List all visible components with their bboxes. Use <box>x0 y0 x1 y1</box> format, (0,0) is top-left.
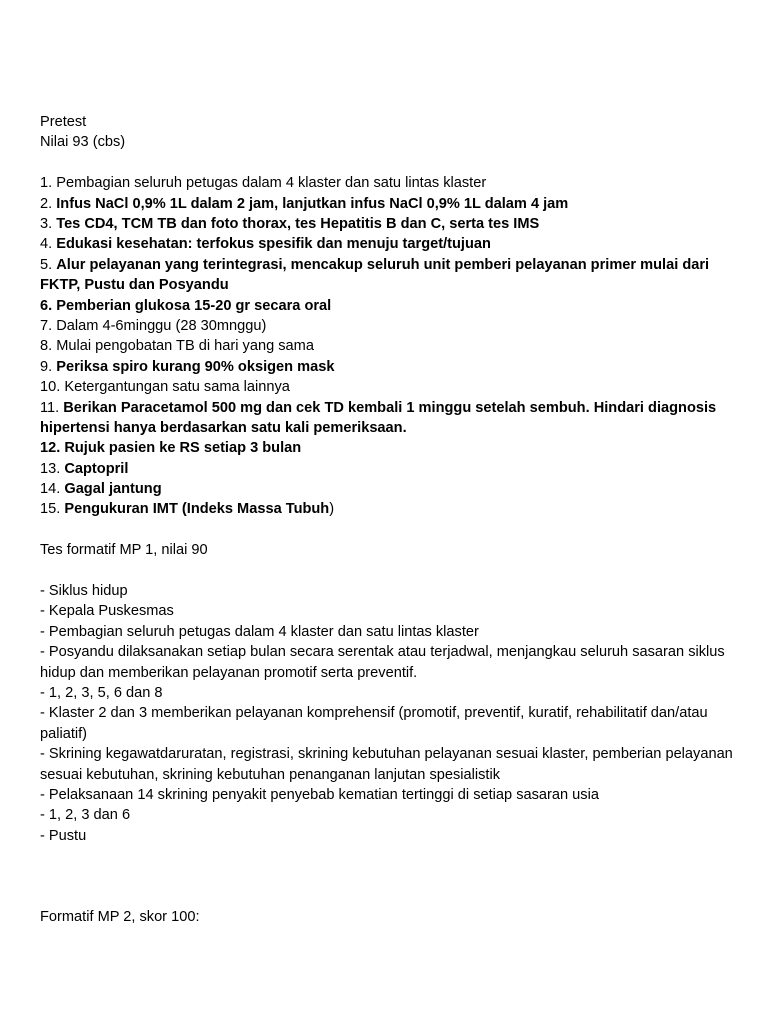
answer-number: 2. <box>40 195 57 212</box>
answer-number: 1. <box>40 175 57 192</box>
answer-number: 13. <box>40 460 65 477</box>
answer-text: Dalam 4-6minggu (28 30mnggu) <box>56 317 267 334</box>
answer-text: Tes CD4, TCM TB dan foto thorax, tes Hepatitis B dan C, serta tes IMS <box>56 215 540 232</box>
answer-number: 12. <box>40 440 65 457</box>
spacer <box>40 520 740 540</box>
mp1-answer-list <box>40 581 740 846</box>
answer-text: Ketergantungan satu sama lainnya <box>64 379 290 396</box>
answer-number: 3. <box>40 215 57 232</box>
answer-text: Pengukuran IMT (Indeks Massa Tubuh <box>64 501 330 518</box>
section-heading-mp2: Formatif MP 2, skor 100: <box>40 909 200 926</box>
answer-text: Periksa spiro kurang 90% oksigen mask <box>56 358 335 375</box>
answer-text: Gagal jantung <box>64 481 162 498</box>
answer-text: Edukasi kesehatan: terfokus spesifik dan menuju target/tujuan <box>56 236 491 253</box>
answer-item <box>40 499 740 519</box>
answer-text: Captopril <box>64 460 129 477</box>
answer-text: Mulai pengobatan TB di hari yang sama <box>56 338 314 355</box>
answer-item <box>40 336 740 356</box>
pretest-answer-list <box>40 173 740 520</box>
answer-text: Alur pelayanan yang terintegrasi, mencakup seluruh unit pemberi pelayanan primer mulai dari FKTP, Pustu dan Posyandu <box>40 256 710 294</box>
answer-item <box>40 459 740 479</box>
answer-text: Infus NaCl 0,9% 1L dalam 2 jam, lanjutkan infus NaCl 0,9% 1L dalam 4 jam <box>56 195 569 212</box>
answer-item <box>40 377 740 397</box>
answer-item <box>40 316 740 336</box>
answer-number: 8. <box>40 338 57 355</box>
answer-number: 4. <box>40 236 57 253</box>
answer-text: Pembagian seluruh petugas dalam 4 klaster dan satu lintas klaster <box>56 175 487 192</box>
answer-item <box>40 173 740 193</box>
answer-item <box>40 296 740 316</box>
spacer <box>40 846 740 907</box>
spacer <box>40 561 740 581</box>
answer-item <box>40 479 740 499</box>
list-item: - 1, 2, 3, 5, 6 dan 8 <box>40 685 163 702</box>
spacer <box>40 153 740 173</box>
section-heading-mp1: Tes formatif MP 1, nilai 90 <box>40 542 208 559</box>
list-item: - 1, 2, 3 dan 6 <box>40 807 131 824</box>
list-item: - Pelaksanaan 14 skrining penyakit penyebab kematian tertinggi di setiap sasaran usia <box>40 787 599 804</box>
answer-number: 9. <box>40 358 57 375</box>
answer-item <box>40 214 740 234</box>
document-page <box>40 112 740 928</box>
answer-item <box>40 438 740 458</box>
answer-text: Pemberian glukosa 15-20 gr secara oral <box>56 297 332 314</box>
pretest-score: Nilai 93 (cbs) <box>40 134 126 151</box>
document-title: Pretest <box>40 114 87 130</box>
answer-text: Rujuk pasien ke RS setiap 3 bulan <box>64 440 302 457</box>
list-item: - Klaster 2 dan 3 memberikan pelayanan komprehensif (promotif, preventif, kuratif, rehabilitatif dan/atau paliatif) <box>40 705 708 742</box>
answer-number: 10. <box>40 379 65 396</box>
answer-item <box>40 194 740 214</box>
answer-item <box>40 255 740 296</box>
list-item: - Posyandu dilaksanakan setiap bulan secara serentak atau terjadwal, menjangkau seluruh sasaran siklus hidup dan memberikan pelayanan promotif serta preventif. <box>40 644 725 681</box>
list-item: - Pembagian seluruh petugas dalam 4 klaster dan satu lintas klaster <box>40 623 479 640</box>
answer-item <box>40 234 740 254</box>
list-item: - Siklus hidup <box>40 583 128 600</box>
answer-number: 14. <box>40 481 65 498</box>
list-item: - Kepala Puskesmas <box>40 603 174 620</box>
answer-number: 5. <box>40 256 57 273</box>
list-item: - Pustu <box>40 827 87 844</box>
answer-text: Berikan Paracetamol 500 mg dan cek TD kembali 1 minggu setelah sembuh. Hindari diagnosis hipertensi hanya berdasarkan satu kali pemeriksaan. <box>40 399 717 436</box>
answer-item <box>40 357 740 377</box>
list-item: - Skrining kegawatdaruratan, registrasi, skrining kebutuhan pelayanan sesuai klaster, pemberian pelayanan sesuai kebutuhan, skrining kebutuhan penanganan lanjutan spesialistik <box>40 746 733 783</box>
answer-number: 15. <box>40 501 65 518</box>
answer-suffix: ) <box>329 501 335 518</box>
answer-number: 11. <box>40 399 64 416</box>
answer-number: 6. <box>40 297 57 314</box>
answer-item <box>40 398 740 439</box>
answer-number: 7. <box>40 317 57 334</box>
